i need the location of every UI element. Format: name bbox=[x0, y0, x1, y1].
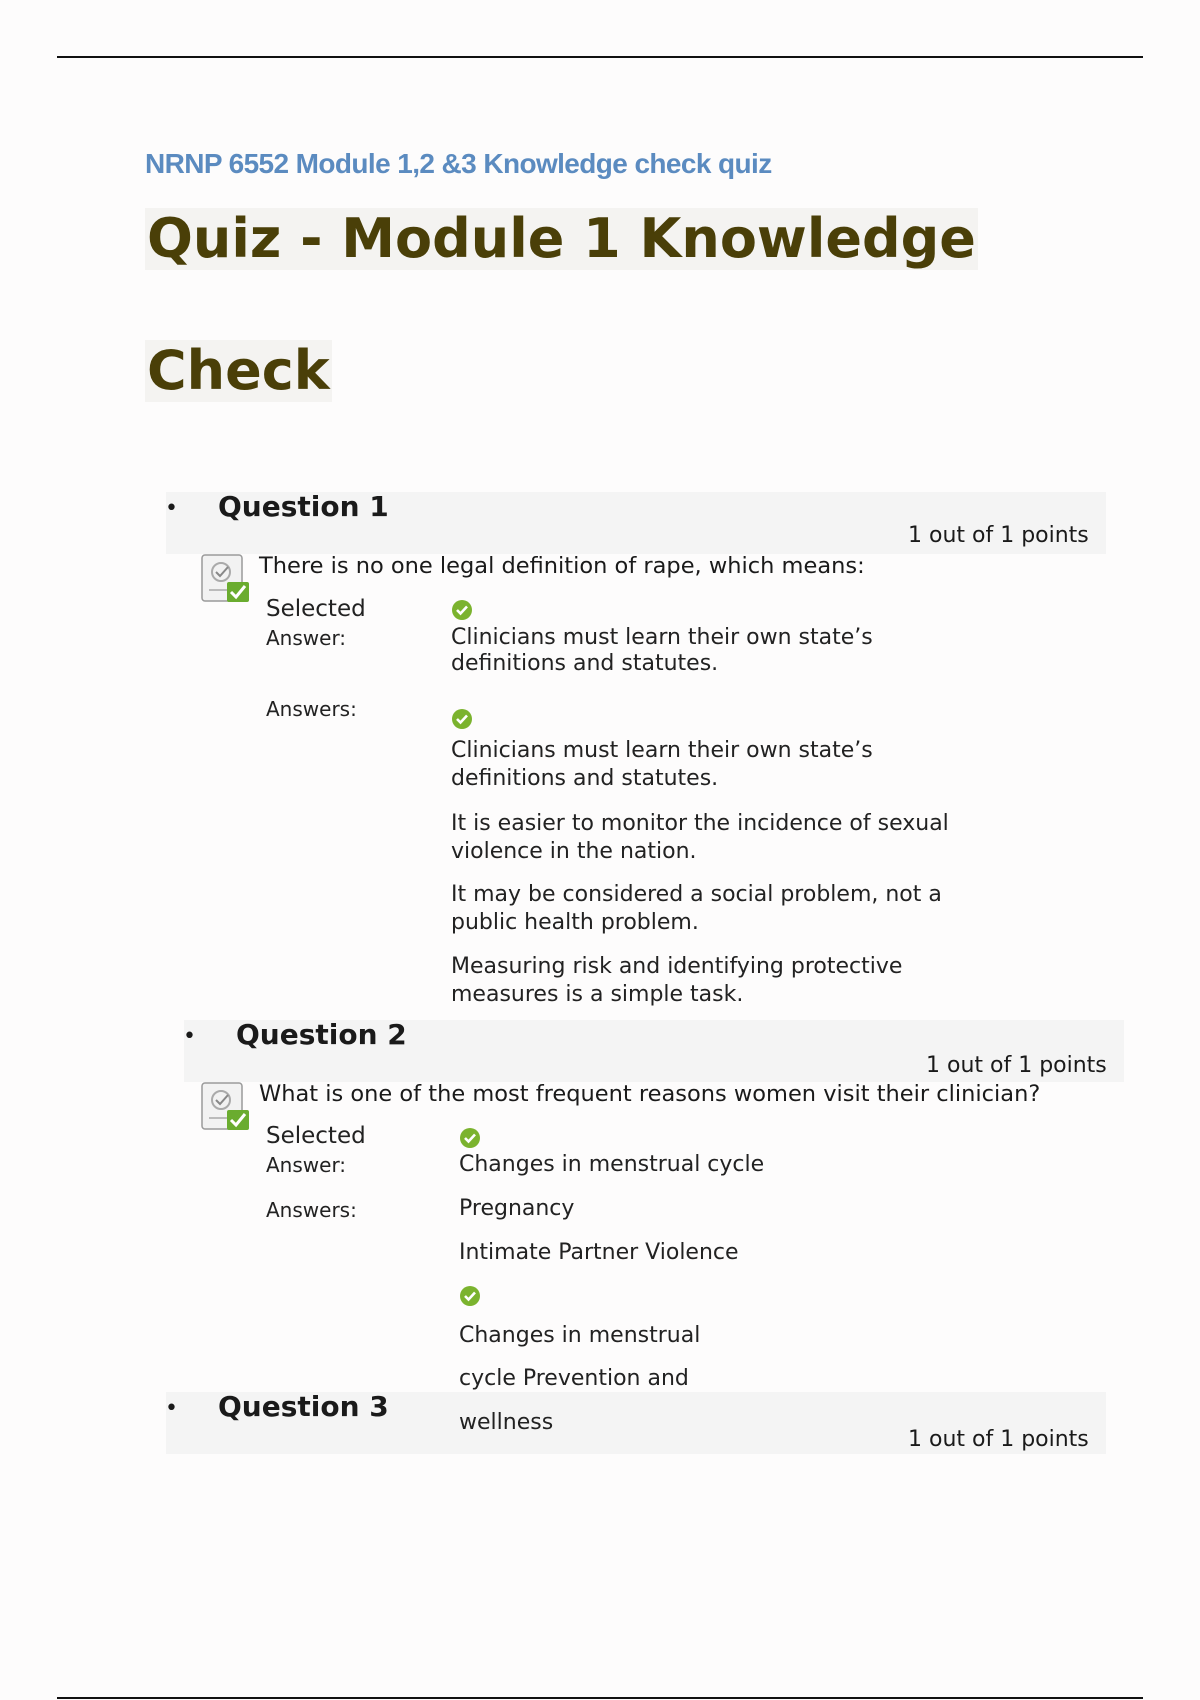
question-3-points: 1 out of 1 points bbox=[908, 1427, 1089, 1452]
selected-label: Selected bbox=[266, 596, 366, 622]
answers-label: Answers: bbox=[266, 1198, 357, 1222]
question-2-label: Question 2 bbox=[236, 1018, 407, 1051]
answer-option-line: Measuring risk and identifying protective bbox=[451, 954, 903, 979]
answer-option-line: measures is a simple task. bbox=[451, 982, 744, 1007]
check-circle-icon bbox=[459, 1127, 481, 1149]
answer-option-line: definitions and statutes. bbox=[451, 766, 719, 791]
correct-answer-icon bbox=[199, 552, 251, 604]
bottom-rule bbox=[57, 1697, 1143, 1699]
question-2-text: What is one of the most frequent reasons women visit their clinician? bbox=[259, 1081, 1041, 1107]
selected-answer-line: Clinicians must learn their own state’s bbox=[451, 625, 873, 650]
answer-label: Answer: bbox=[266, 1153, 347, 1177]
selected-answer: Changes in menstrual cycle bbox=[459, 1152, 765, 1177]
document-title: NRNP 6552 Module 1,2 &3 Knowledge check quiz bbox=[145, 148, 772, 179]
quiz-title-line-1: Quiz - Module 1 Knowledge bbox=[147, 207, 976, 270]
answer-option: Changes in menstrual bbox=[459, 1323, 701, 1348]
selected-answer-line: definitions and statutes. bbox=[451, 651, 719, 676]
answer-option-line: public health problem. bbox=[451, 910, 699, 935]
answer-label: Answer: bbox=[266, 626, 347, 650]
question-3-bullet: • bbox=[165, 1396, 178, 1421]
question-1-bullet: • bbox=[165, 496, 178, 521]
answer-option-line: It is easier to monitor the incidence of sexual bbox=[451, 811, 949, 836]
selected-label: Selected bbox=[266, 1123, 366, 1149]
question-1-label: Question 1 bbox=[218, 490, 389, 523]
question-3-label: Question 3 bbox=[218, 1390, 389, 1423]
correct-answer-icon bbox=[199, 1080, 251, 1132]
answer-option: Intimate Partner Violence bbox=[459, 1240, 739, 1265]
check-circle-icon bbox=[459, 1285, 481, 1307]
answer-option: wellness bbox=[459, 1410, 554, 1435]
answers-label: Answers: bbox=[266, 697, 357, 721]
answer-option-line: Clinicians must learn their own state’s bbox=[451, 738, 873, 763]
question-2-points: 1 out of 1 points bbox=[926, 1053, 1107, 1078]
question-1-text: There is no one legal definition of rape, which means: bbox=[259, 553, 865, 579]
answer-option: Pregnancy bbox=[459, 1196, 575, 1221]
answer-option-line: It may be considered a social problem, not a bbox=[451, 882, 942, 907]
top-rule bbox=[57, 56, 1143, 58]
question-2-bullet: • bbox=[183, 1024, 196, 1049]
answer-option-line: violence in the nation. bbox=[451, 839, 697, 864]
answer-option: cycle Prevention and bbox=[459, 1366, 689, 1391]
check-circle-icon bbox=[451, 708, 473, 730]
check-circle-icon bbox=[451, 599, 473, 621]
question-1-points: 1 out of 1 points bbox=[908, 523, 1089, 548]
quiz-title-line-2: Check bbox=[147, 339, 330, 402]
